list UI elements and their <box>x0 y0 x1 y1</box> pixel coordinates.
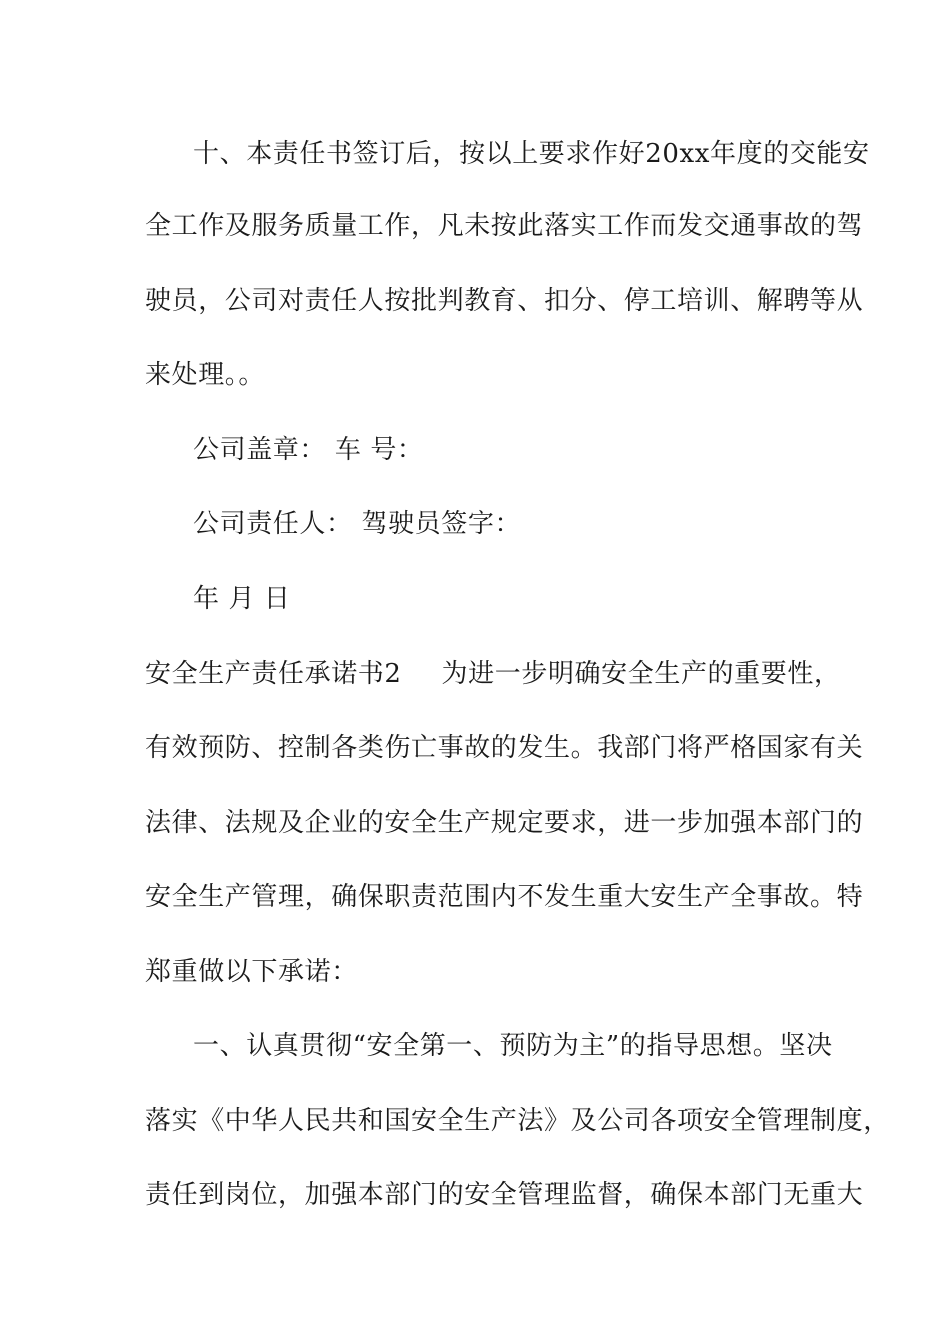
paragraph-line: 有效预防、控制各类伤亡事故的发生。我部门将严格国家有关 <box>145 733 864 763</box>
paragraph-line: 全工作及服务质量工作，凡未按此落实工作而发交通事故的驾 <box>145 211 864 241</box>
responsible-person-line: 公司责任人： 驾驶员签字： <box>193 509 522 539</box>
paragraph-line: 法律、法规及企业的安全生产规定要求，进一步加强本部门的 <box>145 808 864 838</box>
paragraph-line: 驶员，公司对责任人按批判教育、扣分、停工培训、解聘等从 <box>145 286 864 316</box>
paragraph-line: 落实《中华人民共和国安全生产法》及公司各项安全管理制度， <box>145 1106 890 1136</box>
paragraph-line: 来处理。。 <box>145 360 266 390</box>
paragraph-line: 郑重做以下承诺： <box>145 957 358 987</box>
paragraph-text: 为进一步明确安全生产的重要性， <box>441 659 841 689</box>
section-heading: 安全生产责任承诺书2 <box>145 659 402 689</box>
date-line: 年 月 日 <box>193 584 291 614</box>
paragraph-line: 十、本责任书签订后，按以上要求作好20xx年度的交能安 <box>193 139 870 169</box>
section-heading-line <box>145 657 841 691</box>
paragraph-line: 安全生产管理，确保职责范围内不发生重大安生产全事故。特 <box>145 882 864 912</box>
paragraph-line: 责任到岗位，加强本部门的安全管理监督，确保本部门无重大 <box>145 1180 864 1210</box>
company-seal-line: 公司盖章： 车 号： <box>193 435 424 465</box>
paragraph-line: 一、认真贯彻“安全第一、预防为主”的指导思想。坚决 <box>193 1031 833 1061</box>
